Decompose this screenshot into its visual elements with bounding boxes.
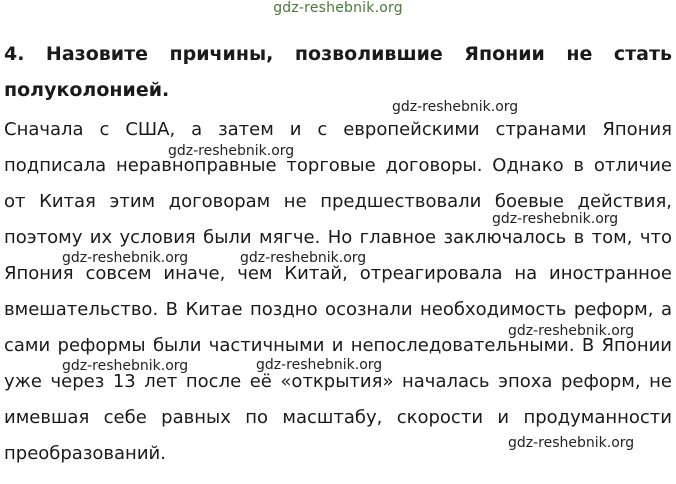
answer-line: подписала неравноправные торговые договоры. Однако в отличие [4, 155, 672, 176]
answer-line: поэтому их условия были мягче. Но главное заключалось в том, что [4, 227, 672, 248]
watermark-text: gdz-reshebnik.org [168, 143, 295, 159]
watermark-text: gdz-reshebnik.org [62, 250, 189, 266]
answer-line: имевшая себе равных по масштабу, скорости и продуманности [4, 407, 672, 428]
watermark-text: gdz-reshebnik.org [508, 323, 635, 339]
watermark-text: gdz-reshebnik.org [392, 99, 519, 115]
watermark-text: gdz-reshebnik.org [62, 358, 189, 374]
answer-line: уже через 13 лет после её «открытия» началась эпоха реформ, не [4, 371, 672, 392]
answer-line: от Китая этим договорам не предшествовали боевые действия, [4, 191, 672, 212]
watermark-text: gdz-reshebnik.org [492, 211, 619, 227]
answer-line: Сначала с США, а затем и с европейскими странами Япония [4, 119, 672, 140]
question-heading: 4. Назовите причины, позволившие Японии не стать полуколонией. [4, 43, 672, 101]
site-header-watermark: gdz-reshebnik.org [273, 0, 403, 16]
answer-line: вмешательство. В Китае поздно осознали необходимость реформ, а [4, 299, 672, 320]
watermark-text: gdz-reshebnik.org [240, 250, 367, 266]
watermark-text: gdz-reshebnik.org [508, 435, 635, 451]
answer-line: Япония совсем иначе, чем Китай, отреагировала на иностранное [4, 263, 672, 284]
watermark-text: gdz-reshebnik.org [256, 357, 383, 373]
answer-line: сами реформы были частичными и непоследовательными. В Японии [4, 335, 672, 356]
answer-line: преобразований. [4, 443, 166, 464]
answer-paragraph [4, 114, 672, 474]
